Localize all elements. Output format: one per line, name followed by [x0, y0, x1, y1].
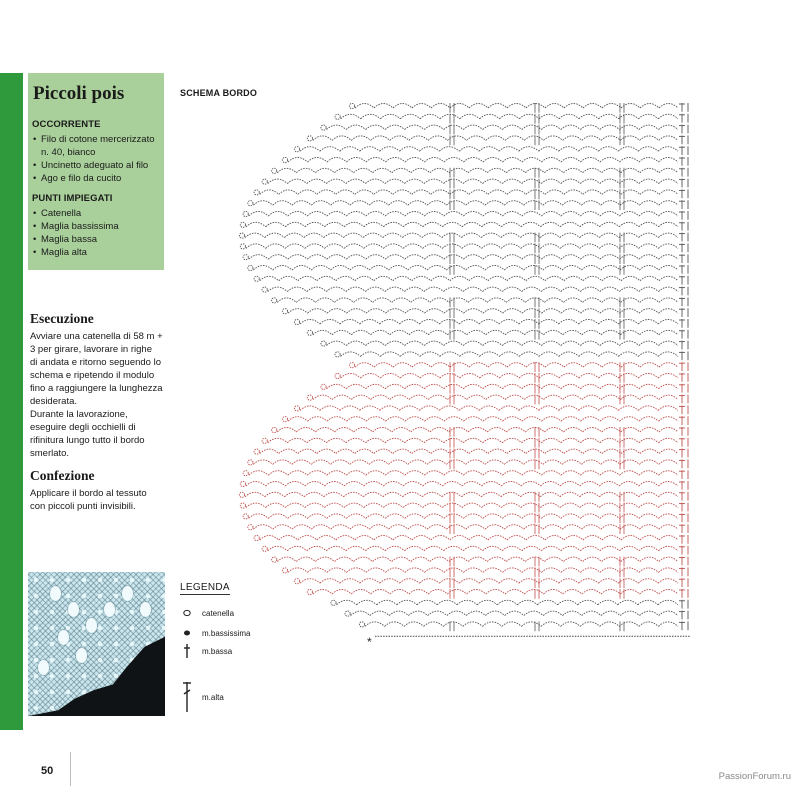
- chain-arch-row: [300, 579, 678, 584]
- chain-arch-row: [246, 222, 678, 227]
- chain-arch-row: [355, 363, 678, 368]
- punti-item: • Catenella: [32, 207, 164, 220]
- chain-arch-row: [313, 136, 678, 141]
- chain-arch-row: [300, 320, 678, 325]
- legend-item-slip: [180, 624, 250, 642]
- esecuzione-title: Esecuzione: [30, 311, 94, 326]
- edge-picot: [240, 244, 245, 249]
- chain-arch-row: [288, 568, 678, 573]
- chain-arch-row: [365, 622, 678, 627]
- chain-arch-row: [277, 428, 678, 433]
- occorrente-item: • Uncinetto adeguato al filo: [32, 159, 164, 172]
- legend-item-chain: [180, 604, 234, 622]
- chain-arch-row: [268, 287, 678, 292]
- side-accent-bar: [0, 73, 23, 730]
- edge-picot: [307, 330, 312, 335]
- schema-label: SCHEMA BORDO: [180, 88, 258, 98]
- page-divider: [70, 752, 71, 786]
- edge-picot: [307, 136, 312, 141]
- occorrente-item: • Ago e filo da cucito: [32, 172, 164, 185]
- chain-arch-row: [341, 114, 678, 119]
- edge-picot: [243, 211, 248, 216]
- chain-arch-row: [260, 276, 678, 281]
- legend-title: LEGENDA: [180, 582, 230, 593]
- edge-picot: [272, 168, 277, 173]
- edge-picot: [331, 600, 336, 605]
- chain-arch-row: [300, 406, 678, 411]
- edge-picot: [272, 427, 277, 432]
- edge-picot: [272, 298, 277, 303]
- start-marker: *: [367, 635, 372, 645]
- chain-arch-row: [268, 179, 678, 184]
- pois-dot: [140, 602, 151, 617]
- esecuzione-body: Avviare una catenella di 58 m + 3 per girare, lavorare in righe di andata e ritorno seguendo lo schema e ripetendo il modulo fino a raggiungere la lunghezza desiderata. Durante la lavorazione, eseguire degli occhielli di rifinitura lungo tutto il bordo smerlato.: [30, 331, 163, 459]
- chain-arch-row: [253, 266, 678, 271]
- edge-picot: [248, 525, 253, 530]
- edge-picot: [254, 449, 259, 454]
- edge-picot: [262, 179, 267, 184]
- chain-arch-row: [277, 168, 678, 173]
- edge-picot: [239, 492, 244, 497]
- legend-label: m.bassa: [202, 646, 233, 656]
- chain-arch-row: [351, 611, 678, 616]
- edge-picot: [349, 363, 354, 368]
- chain-arch-row: [300, 147, 678, 152]
- pois-dot: [122, 586, 133, 601]
- edge-picot: [345, 611, 350, 616]
- chain-arch-row: [249, 212, 678, 217]
- chain-stitch-icon: [180, 604, 194, 622]
- edge-picot: [282, 417, 287, 422]
- chain-arch-row: [337, 600, 679, 605]
- edge-picot: [321, 125, 326, 130]
- pois-dot: [50, 586, 61, 601]
- chain-arch-row: [245, 233, 678, 238]
- occorrente-list: [32, 133, 164, 185]
- chain-arch-row: [260, 449, 678, 454]
- pois-dot: [76, 648, 87, 663]
- single-crochet-icon: [180, 642, 194, 660]
- lace-photo: [28, 572, 165, 716]
- pois-dot: [104, 602, 115, 617]
- edge-picot: [262, 438, 267, 443]
- chain-arch-row: [288, 309, 678, 314]
- edge-picot: [321, 384, 326, 389]
- chain-arch-row: [313, 395, 678, 400]
- double-crochet-icon: [180, 680, 194, 714]
- edge-picot: [243, 514, 248, 519]
- lace-fabric: [28, 572, 165, 716]
- pois-dot: [68, 602, 79, 617]
- chain-arch-row: [277, 298, 678, 303]
- slip-stitch-icon: [180, 624, 194, 642]
- confezione-title: Confezione: [30, 468, 95, 483]
- crochet-chart: [235, 95, 705, 645]
- chain-arch-row: [253, 201, 678, 206]
- chain-arch-row: [246, 503, 678, 508]
- edge-picot: [240, 481, 245, 486]
- punti-item: • Maglia alta: [32, 246, 164, 259]
- legend-item-double: [180, 680, 224, 714]
- pattern-title: Piccoli pois: [33, 83, 125, 104]
- edge-picot: [359, 622, 364, 627]
- edge-picot: [262, 287, 267, 292]
- chain-arch-row: [249, 514, 678, 519]
- chain-arch-row: [253, 460, 678, 465]
- edge-picot: [321, 341, 326, 346]
- chain-arch-row: [249, 471, 678, 476]
- edge-picot: [243, 471, 248, 476]
- chain-arch-row: [288, 417, 678, 422]
- chain-arch-row: [288, 158, 678, 163]
- legend-item-single: [180, 642, 232, 660]
- legend-label: m.alta: [202, 692, 224, 702]
- punti-heading: PUNTI IMPIEGATI: [32, 193, 113, 204]
- edge-picot: [254, 276, 259, 281]
- edge-picot: [248, 265, 253, 270]
- chain-arch-row: [355, 104, 678, 109]
- chain-arch-row: [268, 546, 678, 551]
- edge-picot: [294, 319, 299, 324]
- edge-picot: [262, 546, 267, 551]
- chain-arch-row: [313, 330, 678, 335]
- confezione-body: Applicare il bordo al tessuto con piccoli punti invisibili.: [30, 488, 147, 512]
- edge-picot: [254, 535, 259, 540]
- chain-arch-row: [341, 374, 678, 379]
- chain-arch-row: [260, 536, 678, 541]
- edge-picot: [282, 157, 287, 162]
- chain-arch-row: [327, 341, 679, 346]
- legend-label: m.bassissima: [202, 628, 251, 638]
- edge-picot: [335, 352, 340, 357]
- pois-dot: [58, 630, 69, 645]
- edge-picot: [240, 222, 245, 227]
- edge-picot: [248, 201, 253, 206]
- edge-picot: [294, 406, 299, 411]
- legend-label: catenella: [202, 608, 235, 618]
- edge-picot: [307, 589, 312, 594]
- chain-arch-row: [268, 438, 678, 443]
- chain-arch-row: [246, 244, 678, 249]
- edge-picot: [243, 255, 248, 260]
- edge-picot: [240, 503, 245, 508]
- edge-picot: [254, 190, 259, 195]
- punti-item: • Maglia bassissima: [32, 220, 164, 233]
- pois-dot: [38, 660, 49, 675]
- edge-picot: [294, 579, 299, 584]
- chain-arch-row: [327, 125, 679, 130]
- chain-arch-row: [245, 492, 678, 497]
- materials-box: [28, 73, 164, 270]
- edge-picot: [294, 147, 299, 152]
- chain-arch-row: [277, 557, 678, 562]
- chain-arch-row: [327, 384, 679, 389]
- punti-item: • Maglia bassa: [32, 233, 164, 246]
- occorrente-item: • Filo di cotone mercerizzato n. 40, bianco: [32, 133, 164, 159]
- page-number: 50: [41, 765, 54, 777]
- chain-arch-row: [253, 525, 678, 530]
- edge-picot: [282, 309, 287, 314]
- edge-picot: [349, 103, 354, 108]
- chain-arch-row: [313, 590, 678, 595]
- edge-picot: [248, 460, 253, 465]
- punti-list: [32, 207, 164, 259]
- chain-arch-row: [246, 482, 678, 487]
- pois-dot: [86, 618, 97, 633]
- chain-arch-row: [260, 190, 678, 195]
- chain-arch-row: [341, 352, 678, 357]
- edge-picot: [335, 373, 340, 378]
- chain-arch-row: [249, 255, 678, 260]
- edge-picot: [239, 233, 244, 238]
- watermark: PassionForum.ru: [718, 771, 791, 782]
- edge-picot: [335, 114, 340, 119]
- edge-picot: [272, 557, 277, 562]
- occorrente-heading: OCCORRENTE: [32, 119, 101, 130]
- edge-picot: [282, 568, 287, 573]
- edge-picot: [307, 395, 312, 400]
